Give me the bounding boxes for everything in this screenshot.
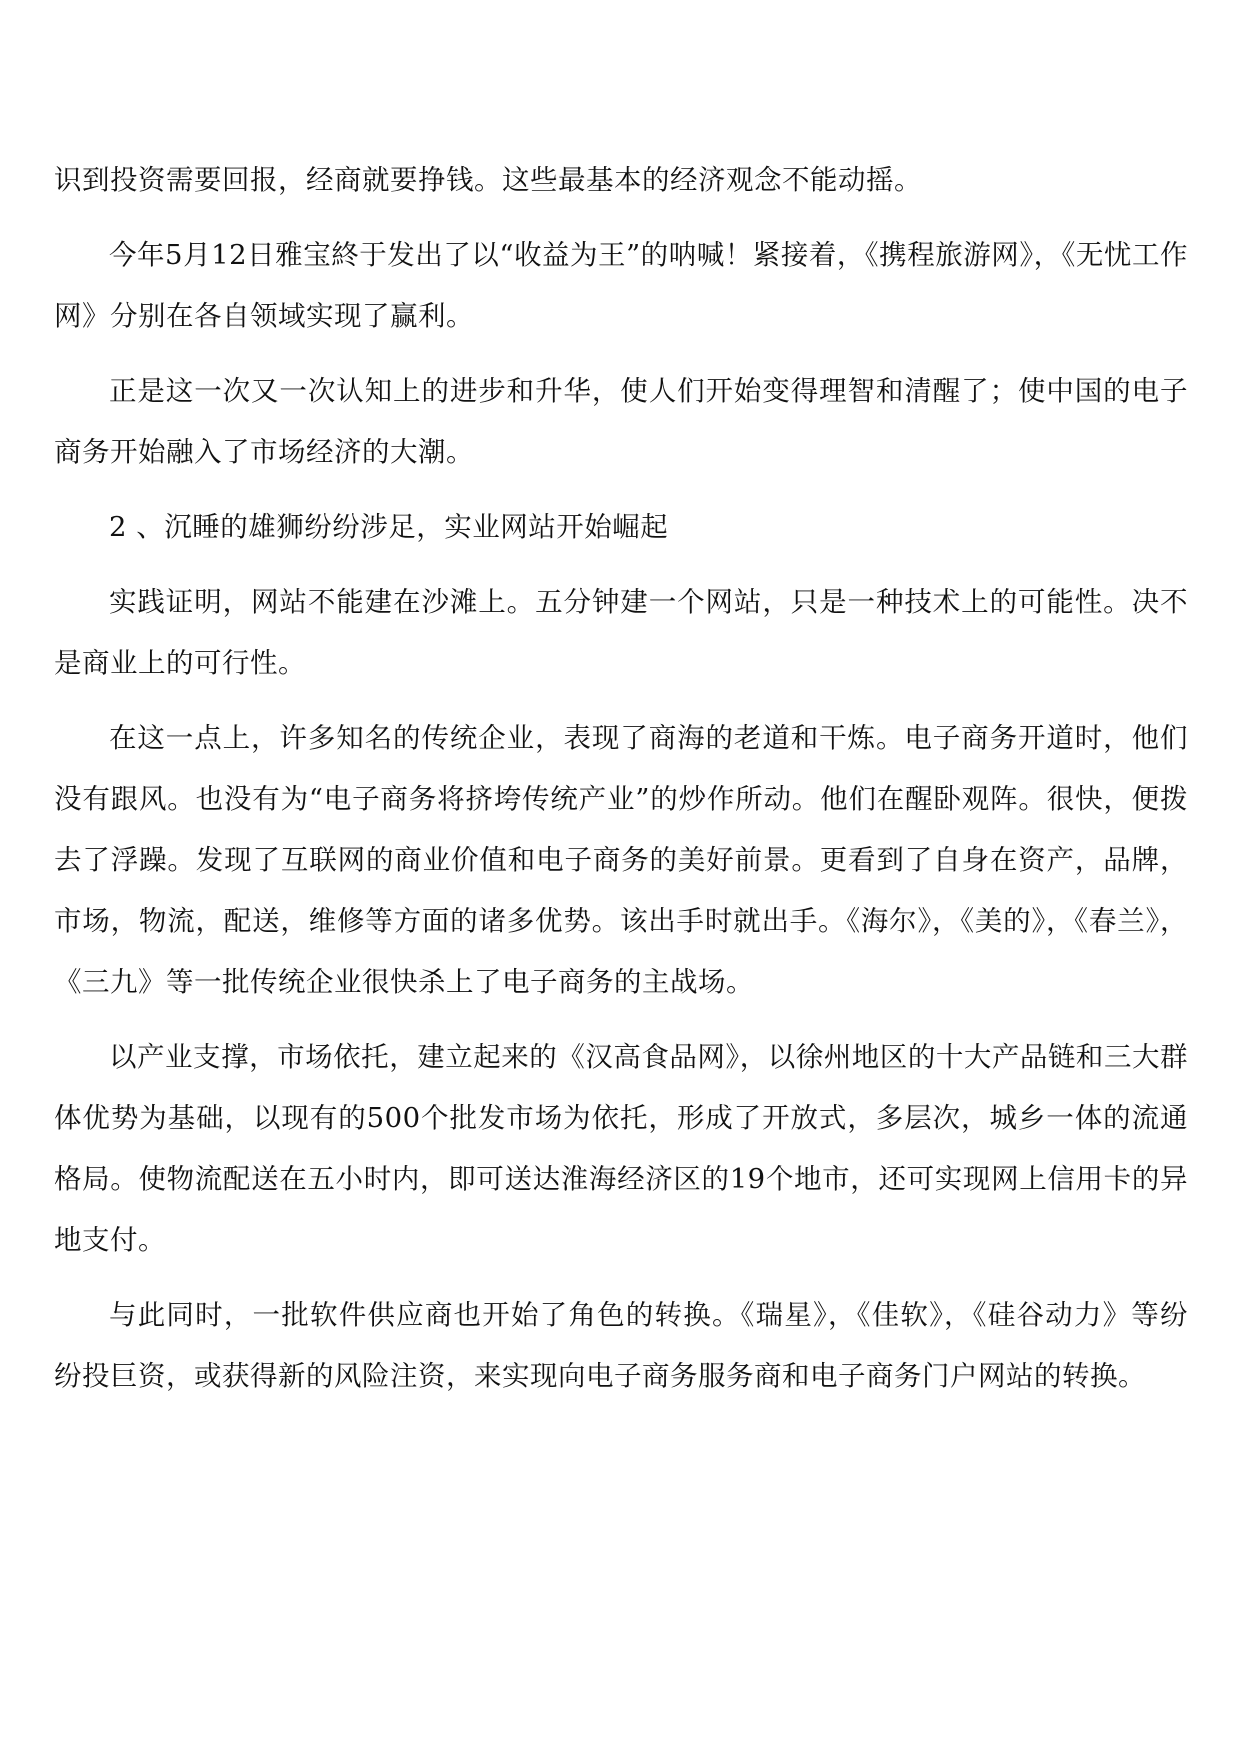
paragraph-progress: 正是这一次又一次认知上的进步和升华，使人们开始变得理智和清醒了；使中国的电子商务开始融入了市场经济的大潮。 (54, 375, 1188, 468)
paragraph-hangao: 以产业支撑，市场依托，建立起来的《汉高食品网》，以徐州地区的十大产品链和三大群体优势为基础，以现有的500个批发市场为依托，形成了开放式，多层次，城乡一体的流通格局。使物流配送在五小时内，即可送达淮海经济区的19个地市，还可实现网上信用卡的异地支付。 (54, 1041, 1188, 1256)
section-heading-2: 2 、沉睡的雄狮纷纷涉足，实业网站开始崛起 (109, 511, 669, 543)
paragraph-yabao: 今年5月12日雅宝終于发出了以“收益为王”的呐喊！紧接着，《携程旅游网》，《无忧工作网》分别在各自领域实现了赢利。 (54, 239, 1188, 332)
document-page (54, 150, 1188, 1407)
paragraph-continuation: 识到投资需要回报，经商就要挣钱。这些最基本的经济观念不能动摇。 (54, 164, 922, 196)
paragraph-traditional-enterprises: 在这一点上，许多知名的传统企业，表现了商海的老道和干炼。电子商务开道时，他们没有跟风。也没有为“电子商务将挤垮传统产业”的炒作所动。他们在醒卧观阵。很快，便拨去了浮躁。发现了互联网的商业价值和电子商务的美好前景。更看到了自身在资产，品牌，市场，物流，配送，维修等方面的诸多优势。该出手时就出手。《海尔》，《美的》，《春兰》，《三九》等一批传统企业很快杀上了电子商务的主战场。 (54, 722, 1188, 998)
paragraph-practice: 实践证明，网站不能建在沙滩上。五分钟建一个网站，只是一种技术上的可能性。决不是商业上的可行性。 (54, 586, 1188, 679)
paragraph-software-vendors: 与此同时，一批软件供应商也开始了角色的转换。《瑞星》，《佳软》，《硅谷动力》等纷纷投巨资，或获得新的风险注资，来实现向电子商务服务商和电子商务门户网站的转换。 (54, 1299, 1188, 1392)
